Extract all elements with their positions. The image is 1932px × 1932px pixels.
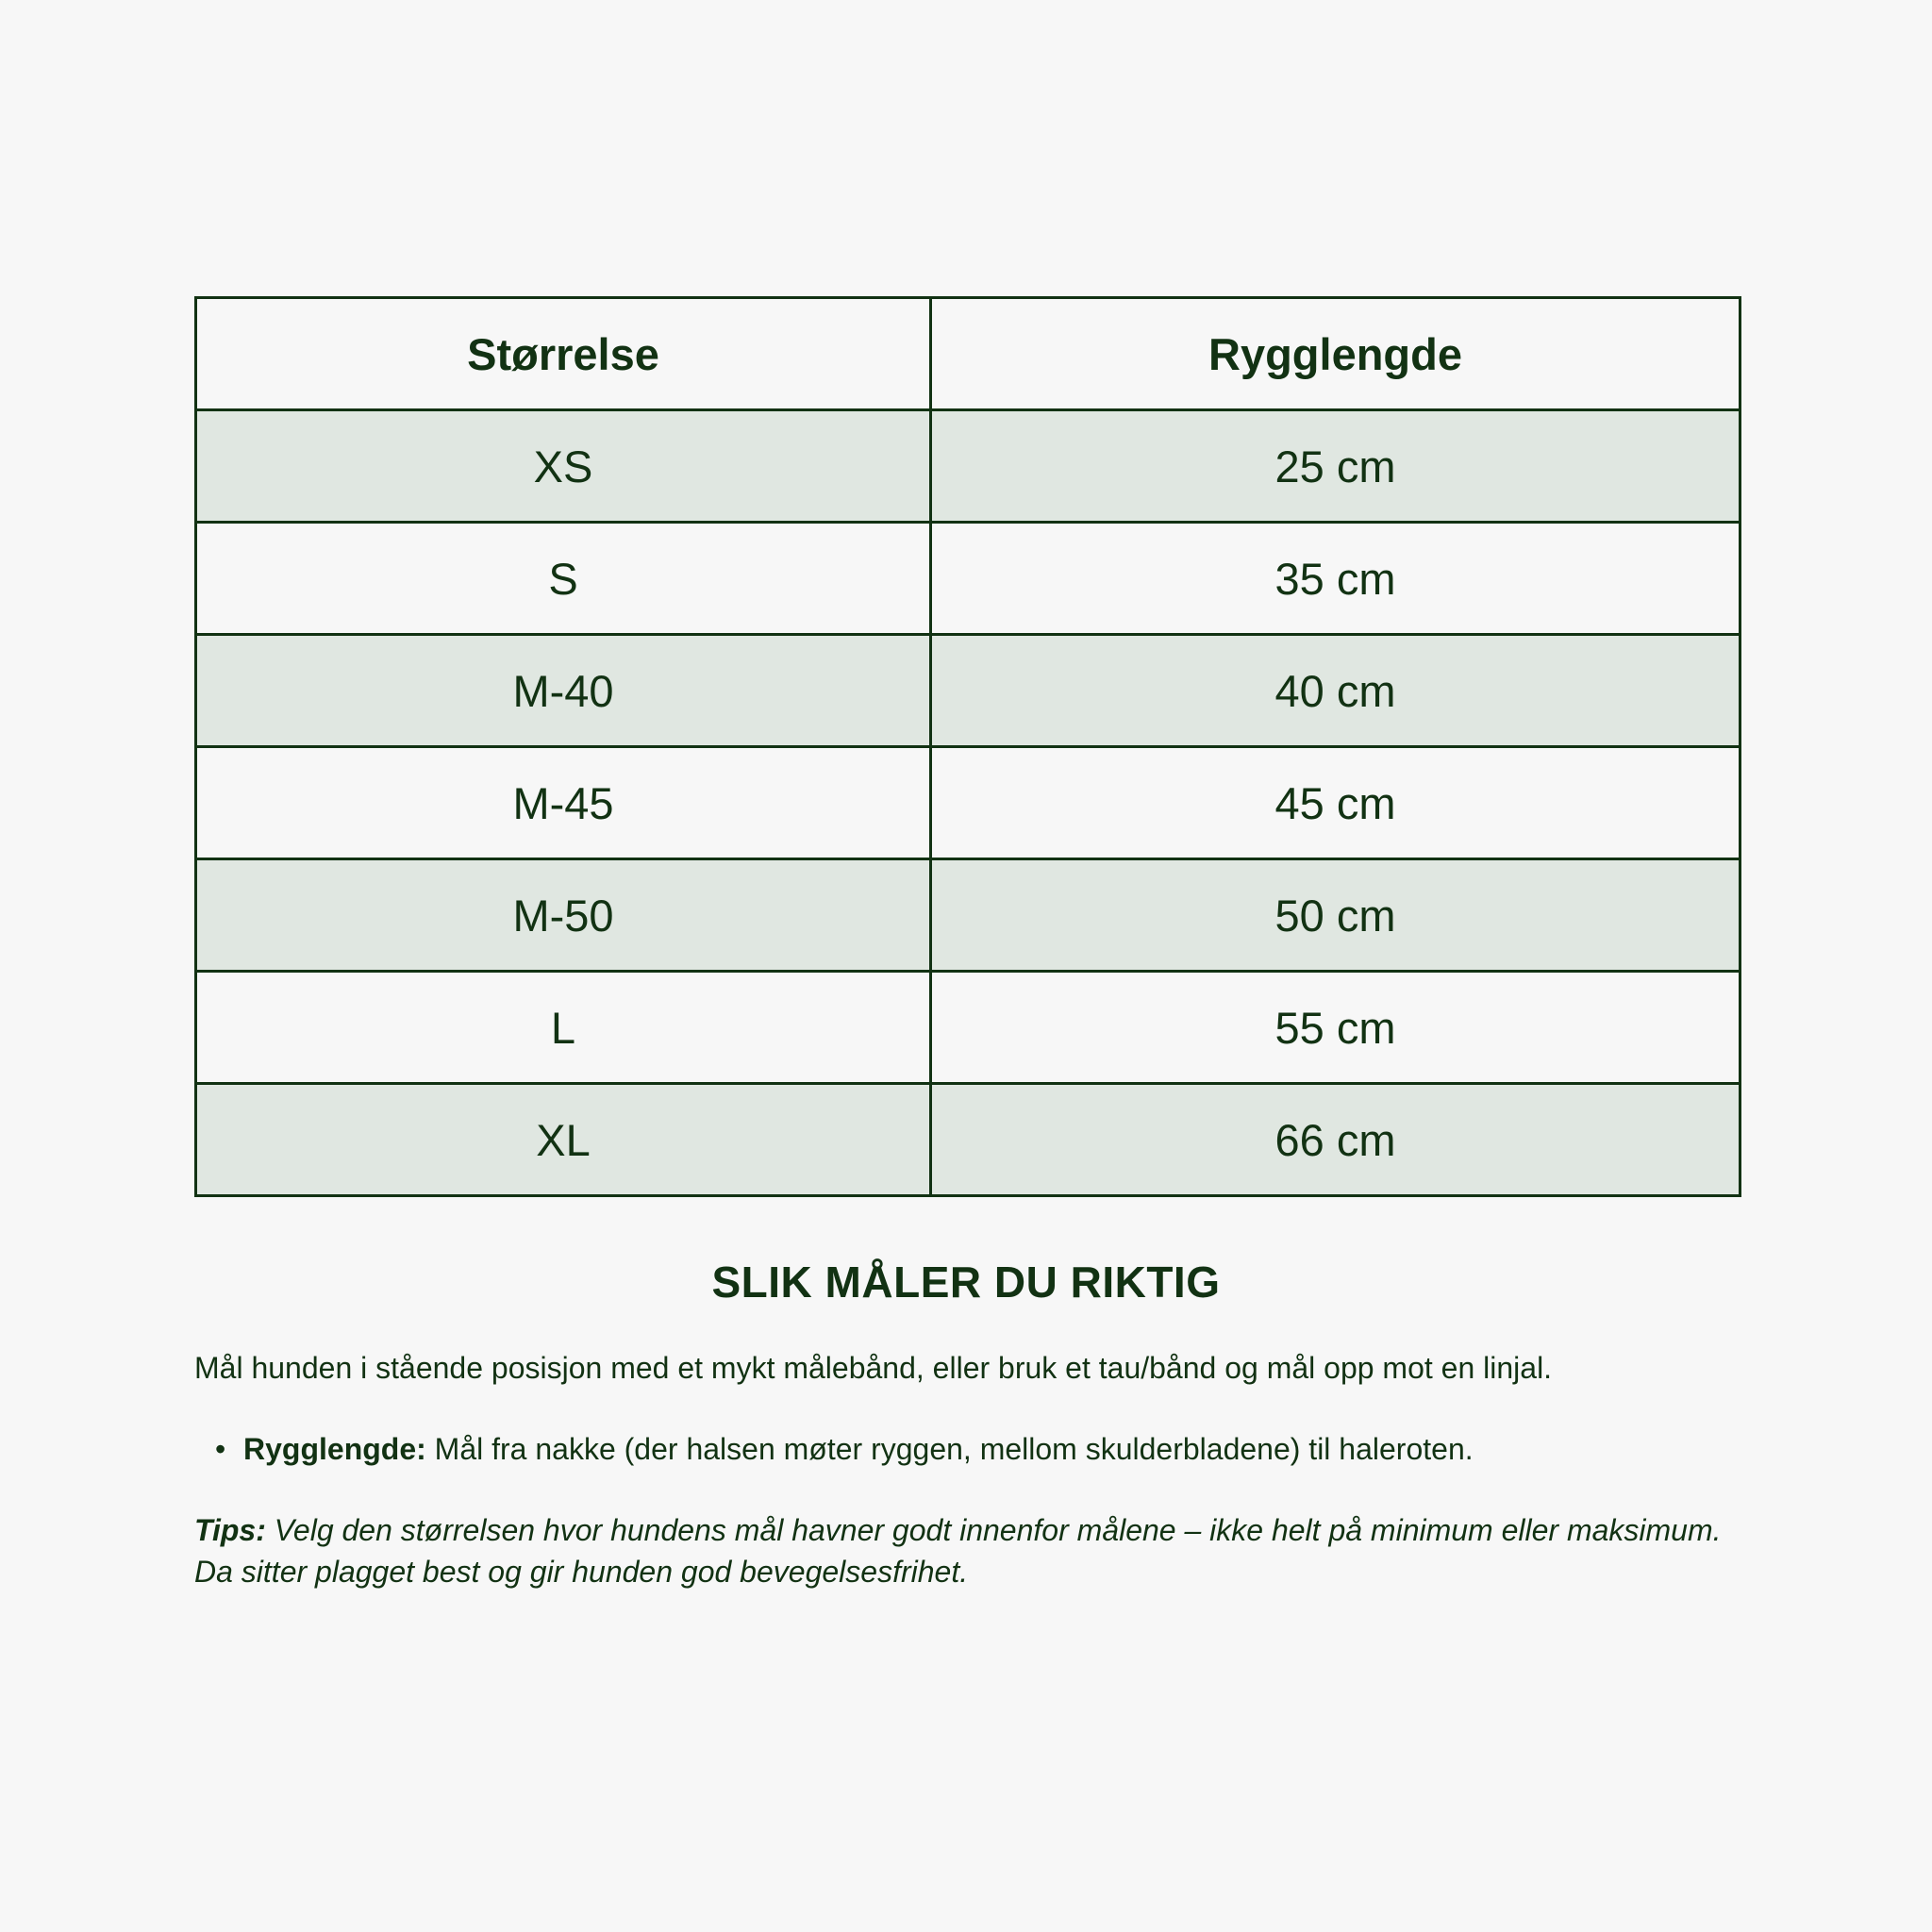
table-row	[196, 635, 1740, 747]
measuring-intro-text: Mål hunden i stående posisjon med et mykt målebånd, eller bruk et tau/bånd og mål opp mot en linjal.	[194, 1351, 1553, 1385]
table-row	[196, 523, 1740, 635]
measuring-guide-heading: SLIK MÅLER DU RIKTIG	[711, 1257, 1221, 1307]
size-chart-table	[194, 296, 1741, 1197]
back-length-cell: 50 cm	[931, 859, 1740, 972]
table-row	[196, 972, 1740, 1084]
size-cell: M-50	[196, 859, 931, 972]
size-cell: XL	[196, 1084, 931, 1196]
tip-paragraph	[194, 1509, 1741, 1592]
tip-text: Velg den størrelsen hvor hundens mål havner godt innenfor målene – ikke helt på minimum eller maksimum. Da sitter plagget best og gir hunden god bevegelsesfrihet.	[194, 1513, 1722, 1589]
table-row	[196, 1084, 1740, 1196]
table-header-row	[196, 298, 1740, 410]
measuring-guide-body	[194, 1347, 1741, 1592]
back-length-cell: 25 cm	[931, 410, 1740, 523]
size-cell: M-40	[196, 635, 931, 747]
back-length-cell: 66 cm	[931, 1084, 1740, 1196]
size-cell: M-45	[196, 747, 931, 859]
table-row	[196, 747, 1740, 859]
back-length-cell: 35 cm	[931, 523, 1740, 635]
tip-label: Tips:	[194, 1513, 266, 1547]
size-cell: L	[196, 972, 931, 1084]
size-cell: S	[196, 523, 931, 635]
column-header-back-length: Rygglengde	[931, 298, 1740, 410]
table-row	[196, 410, 1740, 523]
back-length-cell: 40 cm	[931, 635, 1740, 747]
measurement-list	[194, 1428, 1741, 1470]
back-length-cell: 55 cm	[931, 972, 1740, 1084]
list-item	[215, 1428, 1741, 1470]
column-header-size: Størrelse	[196, 298, 931, 410]
table-row	[196, 859, 1740, 972]
back-length-cell: 45 cm	[931, 747, 1740, 859]
size-cell: XS	[196, 410, 931, 523]
measurement-label: Rygglengde:	[243, 1432, 426, 1466]
bullet-icon: •	[215, 1432, 226, 1466]
measurement-description: Mål fra nakke (der halsen møter ryggen, mellom skulderbladene) til haleroten.	[425, 1432, 1474, 1466]
